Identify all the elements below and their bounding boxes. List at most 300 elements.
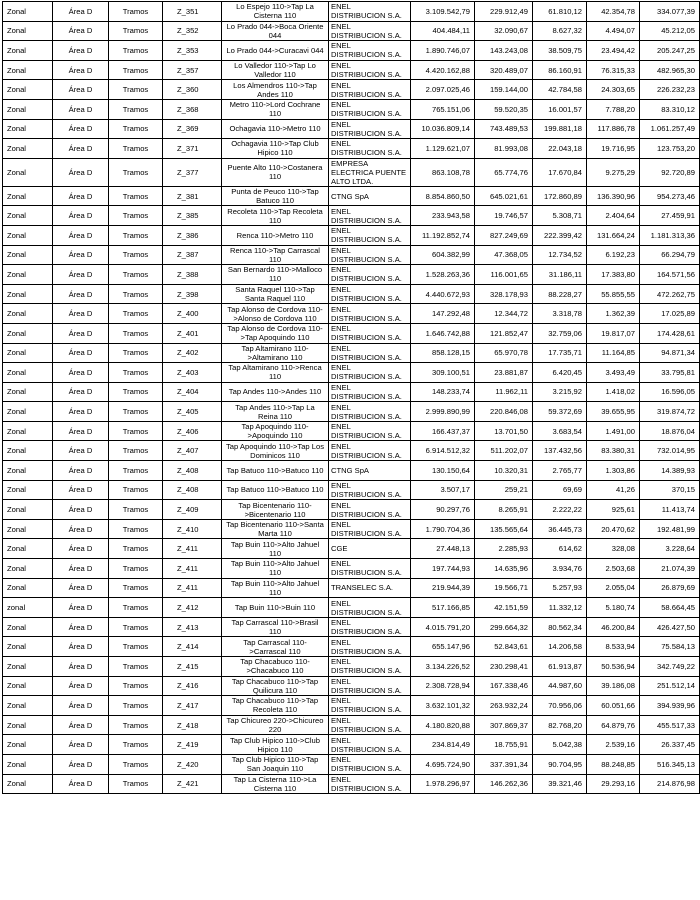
company-cell: ENEL DISTRIBUCION S.A. [329,343,411,363]
segment-cell: Zonal [3,343,53,363]
value-2-cell: 23.881,87 [475,363,533,383]
code-cell: Z_411 [163,539,222,559]
area-cell: Área D [53,284,109,304]
value-1-cell: 2.999.890,99 [411,402,475,422]
total-cell: 482.965,30 [640,60,700,80]
company-cell: ENEL DISTRIBUCION S.A. [329,735,411,755]
value-1-cell: 3.632.101,32 [411,696,475,716]
tramo-cell: Tap Apoquindo 110->Apoquindo 110 [222,421,329,441]
area-cell: Área D [53,323,109,343]
segment-cell: Zonal [3,676,53,696]
tramo-cell: Tap Andes 110->Tap La Reina 110 [222,402,329,422]
total-cell: 94.871,34 [640,343,700,363]
company-cell: ENEL DISTRIBUCION S.A. [329,284,411,304]
area-cell: Área D [53,41,109,61]
total-cell: 17.025,89 [640,304,700,324]
area-cell: Área D [53,735,109,755]
value-1-cell: 863.108,78 [411,158,475,186]
tramo-cell: Tap Chacabuco 110->Chacabuco 110 [222,657,329,677]
table-row [3,225,700,245]
area-cell: Área D [53,119,109,139]
value-1-cell: 765.151,06 [411,99,475,119]
tramo-cell: Tap Alonso de Cordova 110->Tap Apoquindo 110 [222,323,329,343]
value-4-cell: 19.817,07 [587,323,640,343]
table-row [3,715,700,735]
value-2-cell: 52.843,61 [475,637,533,657]
area-cell: Área D [53,421,109,441]
segment-cell: Zonal [3,735,53,755]
value-3-cell: 86.160,91 [533,60,587,80]
company-cell: ENEL DISTRIBUCION S.A. [329,139,411,159]
code-cell: Z_414 [163,637,222,657]
segment-cell: Zonal [3,139,53,159]
total-cell: 954.273,46 [640,186,700,206]
area-cell: Área D [53,99,109,119]
value-1-cell: 4.420.162,88 [411,60,475,80]
type-cell: Tramos [109,139,163,159]
segment-cell: Zonal [3,500,53,520]
table-row [3,578,700,598]
company-cell: ENEL DISTRIBUCION S.A. [329,774,411,794]
segment-cell: Zonal [3,441,53,461]
tramo-cell: Tap Apoquindo 110->Tap Los Dominicos 110 [222,441,329,461]
type-cell: Tramos [109,421,163,441]
value-2-cell: 146.262,36 [475,774,533,794]
company-cell: ENEL DISTRIBUCION S.A. [329,754,411,774]
type-cell: Tramos [109,657,163,677]
area-cell: Área D [53,60,109,80]
value-2-cell: 11.962,11 [475,382,533,402]
value-3-cell: 3.215,92 [533,382,587,402]
value-4-cell: 76.315,33 [587,60,640,80]
value-2-cell: 12.344,72 [475,304,533,324]
total-cell: 214.876,98 [640,774,700,794]
area-cell: Área D [53,500,109,520]
value-2-cell: 299.664,32 [475,617,533,637]
tramo-cell: Tap Club Hipico 110->Club Hipico 110 [222,735,329,755]
total-cell: 319.874,72 [640,402,700,422]
value-2-cell: 13.701,50 [475,421,533,441]
code-cell: Z_420 [163,754,222,774]
value-2-cell: 59.520,35 [475,99,533,119]
segment-cell: Zonal [3,559,53,579]
tramo-cell: Tap Andes 110->Andes 110 [222,382,329,402]
segment-cell: Zonal [3,2,53,22]
total-cell: 16.596,05 [640,382,700,402]
value-2-cell: 47.368,05 [475,245,533,265]
tramo-cell: Tap La Cisterna 110->La Cisterna 110 [222,774,329,794]
type-cell: Tramos [109,637,163,657]
code-cell: Z_413 [163,617,222,637]
company-cell: ENEL DISTRIBUCION S.A. [329,519,411,539]
total-cell: 334.077,39 [640,2,700,22]
area-cell: Área D [53,578,109,598]
area-cell: Área D [53,80,109,100]
value-1-cell: 233.943,58 [411,206,475,226]
tramo-cell: Tap Chacabuco 110->Tap Recoleta 110 [222,696,329,716]
code-cell: Z_418 [163,715,222,735]
company-cell: ENEL DISTRIBUCION S.A. [329,2,411,22]
value-2-cell: 307.869,37 [475,715,533,735]
value-4-cell: 20.470,62 [587,519,640,539]
value-4-cell: 64.879,76 [587,715,640,735]
segment-cell: Zonal [3,421,53,441]
value-4-cell: 39.655,95 [587,402,640,422]
value-4-cell: 19.716,95 [587,139,640,159]
code-cell: Z_411 [163,559,222,579]
code-cell: Z_407 [163,441,222,461]
value-4-cell: 925,61 [587,500,640,520]
tramo-cell: Tap Carrascal 110->Brasil 110 [222,617,329,637]
table-row [3,382,700,402]
company-cell: CTNG SpA [329,186,411,206]
value-2-cell: 65.970,78 [475,343,533,363]
area-cell: Área D [53,2,109,22]
value-3-cell: 90.704,95 [533,754,587,774]
value-3-cell: 14.206,58 [533,637,587,657]
value-1-cell: 1.890.746,07 [411,41,475,61]
value-2-cell: 159.144,00 [475,80,533,100]
area-cell: Área D [53,754,109,774]
company-cell: ENEL DISTRIBUCION S.A. [329,245,411,265]
company-cell: ENEL DISTRIBUCION S.A. [329,441,411,461]
segment-cell: Zonal [3,363,53,383]
area-cell: Área D [53,637,109,657]
value-1-cell: 1.129.621,07 [411,139,475,159]
type-cell: Tramos [109,441,163,461]
value-3-cell: 36.445,73 [533,519,587,539]
code-cell: Z_386 [163,225,222,245]
table-row [3,598,700,618]
code-cell: Z_405 [163,402,222,422]
value-4-cell: 7.788,20 [587,99,640,119]
table-row [3,343,700,363]
value-4-cell: 3.493,49 [587,363,640,383]
table-row [3,284,700,304]
company-cell: ENEL DISTRIBUCION S.A. [329,382,411,402]
value-2-cell: 10.320,31 [475,461,533,481]
code-cell: Z_353 [163,41,222,61]
value-1-cell: 27.448,13 [411,539,475,559]
area-cell: Área D [53,139,109,159]
segment-cell: Zonal [3,158,53,186]
value-2-cell: 645.021,61 [475,186,533,206]
type-cell: Tramos [109,559,163,579]
segment-cell: Zonal [3,80,53,100]
area-cell: Área D [53,617,109,637]
value-2-cell: 263.932,24 [475,696,533,716]
total-cell: 123.753,20 [640,139,700,159]
type-cell: Tramos [109,304,163,324]
table-row [3,657,700,677]
segment-cell: Zonal [3,461,53,481]
code-cell: Z_388 [163,265,222,285]
value-4-cell: 24.303,65 [587,80,640,100]
code-cell: Z_417 [163,696,222,716]
value-2-cell: 135.565,64 [475,519,533,539]
tramos-table [2,1,700,794]
total-cell: 26.879,69 [640,578,700,598]
value-1-cell: 219.944,39 [411,578,475,598]
code-cell: Z_381 [163,186,222,206]
value-3-cell: 137.432,56 [533,441,587,461]
segment-cell: Zonal [3,715,53,735]
total-cell: 3.228,64 [640,539,700,559]
table-row [3,186,700,206]
value-1-cell: 130.150,64 [411,461,475,481]
total-cell: 205.247,25 [640,41,700,61]
value-4-cell: 39.186,08 [587,676,640,696]
segment-cell: Zonal [3,657,53,677]
tramo-cell: Tap Chicureo 220->Chicureo 220 [222,715,329,735]
value-4-cell: 1.491,00 [587,421,640,441]
table-row [3,421,700,441]
area-cell: Área D [53,696,109,716]
value-4-cell: 2.404,64 [587,206,640,226]
code-cell: Z_400 [163,304,222,324]
segment-cell: Zonal [3,186,53,206]
value-3-cell: 8.627,32 [533,21,587,41]
value-3-cell: 5.042,38 [533,735,587,755]
table-container [2,1,699,794]
table-row [3,461,700,481]
type-cell: Tramos [109,774,163,794]
value-3-cell: 199.881,18 [533,119,587,139]
company-cell: ENEL DISTRIBUCION S.A. [329,480,411,500]
code-cell: Z_409 [163,500,222,520]
value-2-cell: 827.249,69 [475,225,533,245]
total-cell: 1.181.313,36 [640,225,700,245]
value-4-cell: 8.533,94 [587,637,640,657]
value-4-cell: 2.503,68 [587,559,640,579]
value-2-cell: 65.774,76 [475,158,533,186]
value-3-cell: 31.186,11 [533,265,587,285]
total-cell: 370,15 [640,480,700,500]
type-cell: Tramos [109,225,163,245]
company-cell: ENEL DISTRIBUCION S.A. [329,421,411,441]
company-cell: ENEL DISTRIBUCION S.A. [329,559,411,579]
value-4-cell: 5.180,74 [587,598,640,618]
total-cell: 66.294,79 [640,245,700,265]
value-3-cell: 44.987,60 [533,676,587,696]
value-3-cell: 38.509,75 [533,41,587,61]
tramo-cell: Tap Buin 110->Alto Jahuel 110 [222,559,329,579]
type-cell: Tramos [109,382,163,402]
company-cell: ENEL DISTRIBUCION S.A. [329,119,411,139]
value-3-cell: 2.222,22 [533,500,587,520]
company-cell: CTNG SpA [329,461,411,481]
tramo-cell: Tap Bicentenario 110->Santa Marta 110 [222,519,329,539]
value-4-cell: 2.539,16 [587,735,640,755]
value-4-cell: 88.248,85 [587,754,640,774]
value-4-cell: 23.494,42 [587,41,640,61]
type-cell: Tramos [109,2,163,22]
code-cell: Z_410 [163,519,222,539]
company-cell: TRANSELEC S.A. [329,578,411,598]
value-2-cell: 42.151,59 [475,598,533,618]
type-cell: Tramos [109,284,163,304]
segment-cell: Zonal [3,382,53,402]
value-1-cell: 655.147,96 [411,637,475,657]
total-cell: 251.512,14 [640,676,700,696]
value-1-cell: 3.109.542,79 [411,2,475,22]
value-4-cell: 9.275,29 [587,158,640,186]
value-4-cell: 83.380,31 [587,441,640,461]
tramo-cell: Tap Altamirano 110->Renca 110 [222,363,329,383]
segment-cell: Zonal [3,60,53,80]
value-3-cell: 6.420,45 [533,363,587,383]
value-3-cell: 22.043,18 [533,139,587,159]
value-2-cell: 337.391,34 [475,754,533,774]
tramo-cell: Tap Alonso de Cordova 110->Alonso de Cordova 110 [222,304,329,324]
value-3-cell: 42.784,58 [533,80,587,100]
value-3-cell: 3.318,78 [533,304,587,324]
code-cell: Z_352 [163,21,222,41]
value-2-cell: 121.852,47 [475,323,533,343]
type-cell: Tramos [109,323,163,343]
value-2-cell: 320.489,07 [475,60,533,80]
table-row [3,323,700,343]
table-row [3,519,700,539]
segment-cell: Zonal [3,21,53,41]
tramo-cell: Lo Prado 044->Boca Oriente 044 [222,21,329,41]
type-cell: Tramos [109,402,163,422]
company-cell: ENEL DISTRIBUCION S.A. [329,696,411,716]
company-cell: ENEL DISTRIBUCION S.A. [329,225,411,245]
tramo-cell: Metro 110->Lord Cochrane 110 [222,99,329,119]
value-1-cell: 3.507,17 [411,480,475,500]
code-cell: Z_419 [163,735,222,755]
company-cell: ENEL DISTRIBUCION S.A. [329,657,411,677]
value-1-cell: 1.790.704,36 [411,519,475,539]
value-1-cell: 4.180.820,88 [411,715,475,735]
tramo-cell: Renca 110->Metro 110 [222,225,329,245]
code-cell: Z_416 [163,676,222,696]
segment-cell: Zonal [3,578,53,598]
code-cell: Z_421 [163,774,222,794]
type-cell: Tramos [109,158,163,186]
value-1-cell: 2.308.728,94 [411,676,475,696]
tramo-cell: San Bernardo 110->Malloco 110 [222,265,329,285]
table-row [3,696,700,716]
type-cell: Tramos [109,500,163,520]
value-2-cell: 116.001,65 [475,265,533,285]
segment-cell: Zonal [3,225,53,245]
tramo-cell: Tap Batuco 110->Batuco 110 [222,480,329,500]
company-cell: CGE [329,539,411,559]
value-2-cell: 259,21 [475,480,533,500]
total-cell: 58.664,45 [640,598,700,618]
area-cell: Área D [53,715,109,735]
type-cell: Tramos [109,754,163,774]
type-cell: Tramos [109,578,163,598]
value-2-cell: 14.635,96 [475,559,533,579]
code-cell: Z_371 [163,139,222,159]
total-cell: 426.427,50 [640,617,700,637]
code-cell: Z_351 [163,2,222,22]
tramo-cell: Tap Batuco 110->Batuco 110 [222,461,329,481]
type-cell: Tramos [109,696,163,716]
type-cell: Tramos [109,676,163,696]
table-row [3,119,700,139]
value-4-cell: 328,08 [587,539,640,559]
value-1-cell: 604.382,99 [411,245,475,265]
tramo-cell: Los Almendros 110->Tap Andes 110 [222,80,329,100]
segment-cell: Zonal [3,754,53,774]
table-row [3,676,700,696]
segment-cell: Zonal [3,402,53,422]
segment-cell: Zonal [3,206,53,226]
value-4-cell: 42.354,78 [587,2,640,22]
total-cell: 342.749,22 [640,657,700,677]
type-cell: Tramos [109,519,163,539]
total-cell: 394.939,96 [640,696,700,716]
total-cell: 18.876,04 [640,421,700,441]
value-1-cell: 90.297,76 [411,500,475,520]
value-1-cell: 8.854.860,50 [411,186,475,206]
area-cell: Área D [53,245,109,265]
table-row [3,245,700,265]
value-4-cell: 29.293,16 [587,774,640,794]
company-cell: EMPRESA ELECTRICA PUENTE ALTO LTDA. [329,158,411,186]
code-cell: Z_398 [163,284,222,304]
segment-cell: Zonal [3,119,53,139]
code-cell: Z_411 [163,578,222,598]
value-3-cell: 88.228,27 [533,284,587,304]
segment-cell: Zonal [3,284,53,304]
value-2-cell: 230.298,41 [475,657,533,677]
value-3-cell: 172.860,89 [533,186,587,206]
value-3-cell: 70.956,06 [533,696,587,716]
code-cell: Z_385 [163,206,222,226]
company-cell: ENEL DISTRIBUCION S.A. [329,80,411,100]
total-cell: 26.337,45 [640,735,700,755]
value-4-cell: 60.051,66 [587,696,640,716]
type-cell: Tramos [109,186,163,206]
area-cell: Área D [53,186,109,206]
type-cell: Tramos [109,343,163,363]
tramo-cell: Puente Alto 110->Costanera 110 [222,158,329,186]
segment-cell: Zonal [3,539,53,559]
value-2-cell: 229.912,49 [475,2,533,22]
table-row [3,480,700,500]
tramo-cell: Lo Espejo 110->Tap La Cisterna 110 [222,2,329,22]
area-cell: Área D [53,402,109,422]
type-cell: Tramos [109,598,163,618]
area-cell: Área D [53,539,109,559]
table-row [3,754,700,774]
type-cell: Tramos [109,715,163,735]
total-cell: 472.262,75 [640,284,700,304]
table-row [3,99,700,119]
code-cell: Z_403 [163,363,222,383]
table-row [3,2,700,22]
total-cell: 14.389,93 [640,461,700,481]
value-3-cell: 12.734,52 [533,245,587,265]
value-1-cell: 4.440.672,93 [411,284,475,304]
tramo-cell: Punta de Peuco 110->Tap Batuco 110 [222,186,329,206]
value-1-cell: 4.695.724,90 [411,754,475,774]
value-4-cell: 117.886,78 [587,119,640,139]
area-cell: Área D [53,441,109,461]
segment-cell: zonal [3,598,53,618]
area-cell: Área D [53,519,109,539]
area-cell: Área D [53,598,109,618]
area-cell: Área D [53,265,109,285]
value-1-cell: 6.914.512,32 [411,441,475,461]
tramo-cell: Lo Prado 044->Curacavi 044 [222,41,329,61]
total-cell: 732.014,95 [640,441,700,461]
